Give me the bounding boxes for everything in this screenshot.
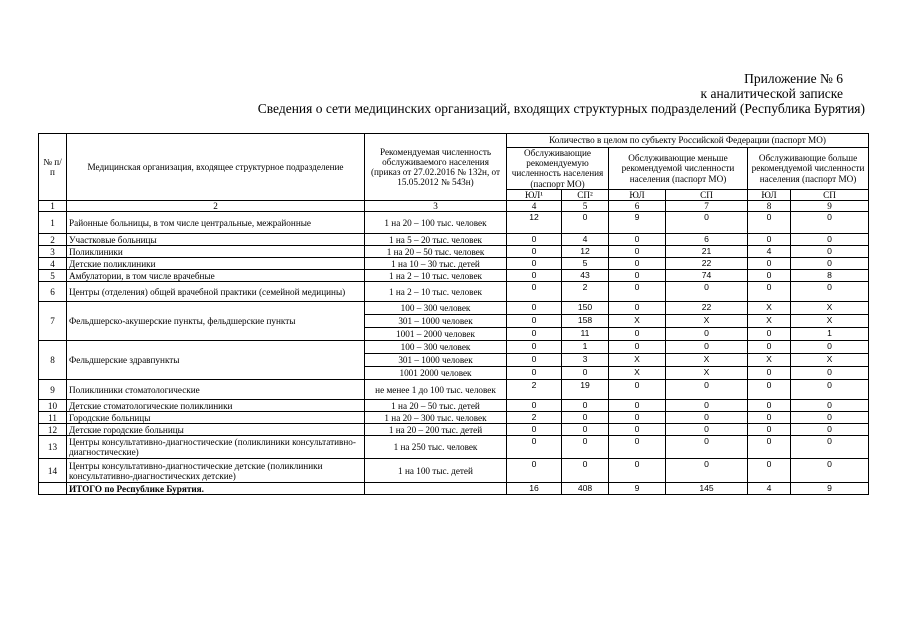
- count-cell: 0: [562, 412, 609, 424]
- organization-name: Центры (отделения) общей врачебной практики (семейной медицины): [67, 282, 365, 302]
- count-cell: 0: [791, 436, 869, 459]
- row-number: 11: [39, 412, 67, 424]
- count-cell: 0: [562, 436, 609, 459]
- count-cell: 0: [609, 341, 666, 354]
- subcolumn-header: ЮЛ: [609, 189, 666, 200]
- count-cell: 21: [666, 246, 748, 258]
- total-row: [39, 483, 869, 495]
- row-number: 3: [39, 246, 67, 258]
- count-cell: 0: [609, 328, 666, 341]
- organization-name: Поликлиники стоматологические: [67, 380, 365, 400]
- count-cell: 0: [791, 234, 869, 246]
- row-number: 9: [39, 380, 67, 400]
- count-cell: 0: [609, 302, 666, 315]
- col-org-header: Медицинская организация, входящее структурное подразделение: [67, 134, 365, 201]
- recommended-population: 1 на 20 – 300 тыс. человек: [365, 412, 507, 424]
- count-cell: 0: [609, 400, 666, 412]
- count-cell: 12: [507, 212, 562, 234]
- count-cell: 74: [666, 270, 748, 282]
- recommended-population: 1 на 5 – 20 тыс. человек: [365, 234, 507, 246]
- count-cell: 0: [507, 282, 562, 302]
- count-cell: 0: [609, 234, 666, 246]
- organization-name: Участковые больницы: [67, 234, 365, 246]
- recommended-population: 1 на 20 – 100 тыс. человек: [365, 212, 507, 234]
- count-cell: 0: [507, 315, 562, 328]
- row-number: 5: [39, 270, 67, 282]
- total-count-cell: 16: [507, 483, 562, 495]
- subcolumn-header: СП²: [562, 189, 609, 200]
- col-rec-header: Рекомендуемая численность обслуживаемого населения (приказ от 27.02.2016 № 132н, от 15.05.2012 № 543н): [365, 134, 507, 201]
- count-cell: 0: [666, 328, 748, 341]
- row-number: 8: [39, 341, 67, 380]
- count-cell: 0: [507, 367, 562, 380]
- count-cell: 0: [791, 412, 869, 424]
- count-cell: 0: [748, 459, 791, 483]
- recommended-population: 1001 – 2000 человек: [365, 328, 507, 341]
- count-cell: 0: [507, 270, 562, 282]
- column-number: 6: [609, 201, 666, 212]
- count-cell: 5: [562, 258, 609, 270]
- organization-name: Районные больницы, в том числе центральные, межрайонные: [67, 212, 365, 234]
- column-number: 2: [67, 201, 365, 212]
- row-number: 7: [39, 302, 67, 341]
- count-cell: 0: [609, 436, 666, 459]
- column-number: 3: [365, 201, 507, 212]
- count-cell: 0: [666, 424, 748, 436]
- table-row: [39, 234, 869, 246]
- count-cell: 3: [562, 354, 609, 367]
- organization-name: Центры консультативно-диагностические (поликлиники консультативно-диагностические): [67, 436, 365, 459]
- count-cell: 2: [507, 380, 562, 400]
- row-number: 6: [39, 282, 67, 302]
- count-cell: 22: [666, 258, 748, 270]
- table-row: [39, 212, 869, 234]
- recommended-population: 1 на 10 – 30 тыс. детей: [365, 258, 507, 270]
- table-row: [39, 424, 869, 436]
- total-count-cell: 145: [666, 483, 748, 495]
- table-row: [39, 341, 869, 354]
- count-cell: X: [666, 367, 748, 380]
- count-cell: 0: [609, 424, 666, 436]
- total-count-cell: 9: [609, 483, 666, 495]
- count-cell: 0: [562, 459, 609, 483]
- organization-name: Поликлиники: [67, 246, 365, 258]
- row-number: 14: [39, 459, 67, 483]
- count-cell: 0: [791, 459, 869, 483]
- organization-name: Амбулатории, в том числе врачебные: [67, 270, 365, 282]
- count-cell: 4: [562, 234, 609, 246]
- count-cell: 0: [666, 380, 748, 400]
- count-cell: 12: [562, 246, 609, 258]
- count-cell: 0: [666, 436, 748, 459]
- count-cell: 0: [507, 424, 562, 436]
- count-cell: 0: [666, 212, 748, 234]
- total-number-cell: [39, 483, 67, 495]
- count-cell: 1: [791, 328, 869, 341]
- count-cell: X: [609, 354, 666, 367]
- count-cell: 0: [748, 328, 791, 341]
- column-number: 8: [748, 201, 791, 212]
- count-cell: 0: [507, 400, 562, 412]
- count-cell: 6: [666, 234, 748, 246]
- count-cell: 0: [791, 400, 869, 412]
- appendix-note: к аналитической записке: [700, 86, 843, 101]
- count-cell: 158: [562, 315, 609, 328]
- count-cell: 0: [748, 282, 791, 302]
- count-cell: 0: [791, 282, 869, 302]
- recommended-population: 100 – 300 человек: [365, 341, 507, 354]
- table-row: [39, 436, 869, 459]
- network-table: [38, 133, 869, 495]
- recommended-population: 100 – 300 человек: [365, 302, 507, 315]
- count-cell: 0: [748, 412, 791, 424]
- count-cell: 0: [507, 436, 562, 459]
- table-row: [39, 258, 869, 270]
- organization-name: Детские поликлиники: [67, 258, 365, 270]
- count-cell: 43: [562, 270, 609, 282]
- count-cell: X: [791, 315, 869, 328]
- count-cell: 0: [666, 459, 748, 483]
- count-cell: 0: [507, 246, 562, 258]
- count-cell: 0: [609, 282, 666, 302]
- count-cell: X: [666, 354, 748, 367]
- subcolumn-header: ЮЛ: [748, 189, 791, 200]
- count-cell: X: [609, 315, 666, 328]
- organization-name: Детские стоматологические поликлиники: [67, 400, 365, 412]
- column-number: 7: [666, 201, 748, 212]
- row-number: 4: [39, 258, 67, 270]
- table-row: [39, 270, 869, 282]
- recommended-population: 1 на 100 тыс. детей: [365, 459, 507, 483]
- count-cell: 0: [609, 246, 666, 258]
- group-more-header: Обслуживающие больше рекомендуемой численности населения (паспорт МО): [748, 148, 869, 190]
- subcolumn-header: СП: [791, 189, 869, 200]
- count-cell: 0: [609, 380, 666, 400]
- count-cell: 2: [562, 282, 609, 302]
- count-cell: 0: [609, 412, 666, 424]
- table-row: [39, 380, 869, 400]
- row-number: 2: [39, 234, 67, 246]
- table-row: [39, 412, 869, 424]
- row-number: 10: [39, 400, 67, 412]
- count-cell: 0: [748, 380, 791, 400]
- count-cell: 0: [791, 258, 869, 270]
- count-cell: 0: [609, 258, 666, 270]
- count-cell: 0: [666, 282, 748, 302]
- count-cell: 2: [507, 412, 562, 424]
- table-row: [39, 400, 869, 412]
- row-number: 1: [39, 212, 67, 234]
- column-number: 4: [507, 201, 562, 212]
- count-cell: 0: [791, 424, 869, 436]
- table-row: [39, 459, 869, 483]
- count-cell: X: [666, 315, 748, 328]
- organization-name: Фельдшерско-акушерские пункты, фельдшерские пункты: [67, 302, 365, 341]
- count-cell: 0: [791, 341, 869, 354]
- group-less-header: Обслуживающие меньше рекомендуемой численности населения (паспорт МО): [609, 148, 748, 190]
- count-cell: 0: [666, 400, 748, 412]
- organization-name: Городские больницы: [67, 412, 365, 424]
- column-number: 9: [791, 201, 869, 212]
- count-cell: 0: [507, 302, 562, 315]
- recommended-population: 1 на 250 тыс. человек: [365, 436, 507, 459]
- count-cell: 0: [609, 459, 666, 483]
- count-cell: X: [748, 354, 791, 367]
- count-cell: 0: [748, 341, 791, 354]
- count-cell: 0: [748, 234, 791, 246]
- count-cell: 0: [609, 270, 666, 282]
- count-cell: X: [791, 302, 869, 315]
- count-cell: 0: [666, 341, 748, 354]
- count-cell: 0: [507, 354, 562, 367]
- col-num-header: № п/п: [39, 134, 67, 201]
- organization-name: Детские городские больницы: [67, 424, 365, 436]
- count-cell: 0: [507, 234, 562, 246]
- count-cell: 4: [748, 246, 791, 258]
- count-cell: X: [748, 315, 791, 328]
- recommended-population: 1 на 20 – 50 тыс. человек: [365, 246, 507, 258]
- count-cell: X: [748, 302, 791, 315]
- column-number: 5: [562, 201, 609, 212]
- subcolumn-header: ЮЛ¹: [507, 189, 562, 200]
- count-cell: 0: [748, 367, 791, 380]
- count-cell: 0: [562, 367, 609, 380]
- recommended-population: 1 на 2 – 10 тыс. человек: [365, 282, 507, 302]
- count-cell: 0: [562, 212, 609, 234]
- column-number: 1: [39, 201, 67, 212]
- total-count-cell: 4: [748, 483, 791, 495]
- document-title: Сведения о сети медицинских организаций, входящих структурных подразделений (Республика Бурятия): [257, 101, 865, 116]
- count-cell: 0: [507, 328, 562, 341]
- table-row: [39, 302, 869, 315]
- recommended-population: 1 на 20 – 200 тыс. детей: [365, 424, 507, 436]
- total-count-cell: 408: [562, 483, 609, 495]
- appendix-label: Приложение № 6: [744, 71, 843, 86]
- table-row: [39, 282, 869, 302]
- total-label: ИТОГО по Республике Бурятия.: [67, 483, 365, 495]
- row-number: 13: [39, 436, 67, 459]
- count-cell: 0: [791, 380, 869, 400]
- count-cell: 0: [748, 258, 791, 270]
- count-cell: 0: [507, 341, 562, 354]
- recommended-population: 1 на 20 – 50 тыс. детей: [365, 400, 507, 412]
- subcolumn-header: СП: [666, 189, 748, 200]
- recommended-population: 1001 2000 человек: [365, 367, 507, 380]
- recommended-population: 301 – 1000 человек: [365, 315, 507, 328]
- count-cell: 0: [748, 270, 791, 282]
- col-total-header: Количество в целом по субъекту Российской Федерации (паспорт МО): [507, 134, 869, 148]
- count-cell: 0: [791, 212, 869, 234]
- count-cell: 0: [507, 258, 562, 270]
- count-cell: 0: [507, 459, 562, 483]
- group-recommended-header: Обслуживающие рекомендуемую численность населения (паспорт МО): [507, 148, 609, 190]
- recommended-population: 301 – 1000 человек: [365, 354, 507, 367]
- count-cell: 0: [666, 412, 748, 424]
- count-cell: 0: [748, 436, 791, 459]
- total-rec-cell: [365, 483, 507, 495]
- count-cell: 9: [609, 212, 666, 234]
- count-cell: 19: [562, 380, 609, 400]
- count-cell: 22: [666, 302, 748, 315]
- count-cell: 8: [791, 270, 869, 282]
- count-cell: X: [609, 367, 666, 380]
- recommended-population: не менее 1 до 100 тыс. человек: [365, 380, 507, 400]
- table-row: [39, 246, 869, 258]
- count-cell: 0: [562, 400, 609, 412]
- count-cell: 0: [791, 246, 869, 258]
- count-cell: 0: [748, 424, 791, 436]
- count-cell: 11: [562, 328, 609, 341]
- organization-name: Фельдшерские здравпункты: [67, 341, 365, 380]
- total-count-cell: 9: [791, 483, 869, 495]
- row-number: 12: [39, 424, 67, 436]
- count-cell: 1: [562, 341, 609, 354]
- count-cell: X: [791, 354, 869, 367]
- count-cell: 150: [562, 302, 609, 315]
- count-cell: 0: [562, 424, 609, 436]
- count-cell: 0: [791, 367, 869, 380]
- count-cell: 0: [748, 212, 791, 234]
- count-cell: 0: [748, 400, 791, 412]
- recommended-population: 1 на 2 – 10 тыс. человек: [365, 270, 507, 282]
- organization-name: Центры консультативно-диагностические детские (поликлиники консультативно-диагностических детские): [67, 459, 365, 483]
